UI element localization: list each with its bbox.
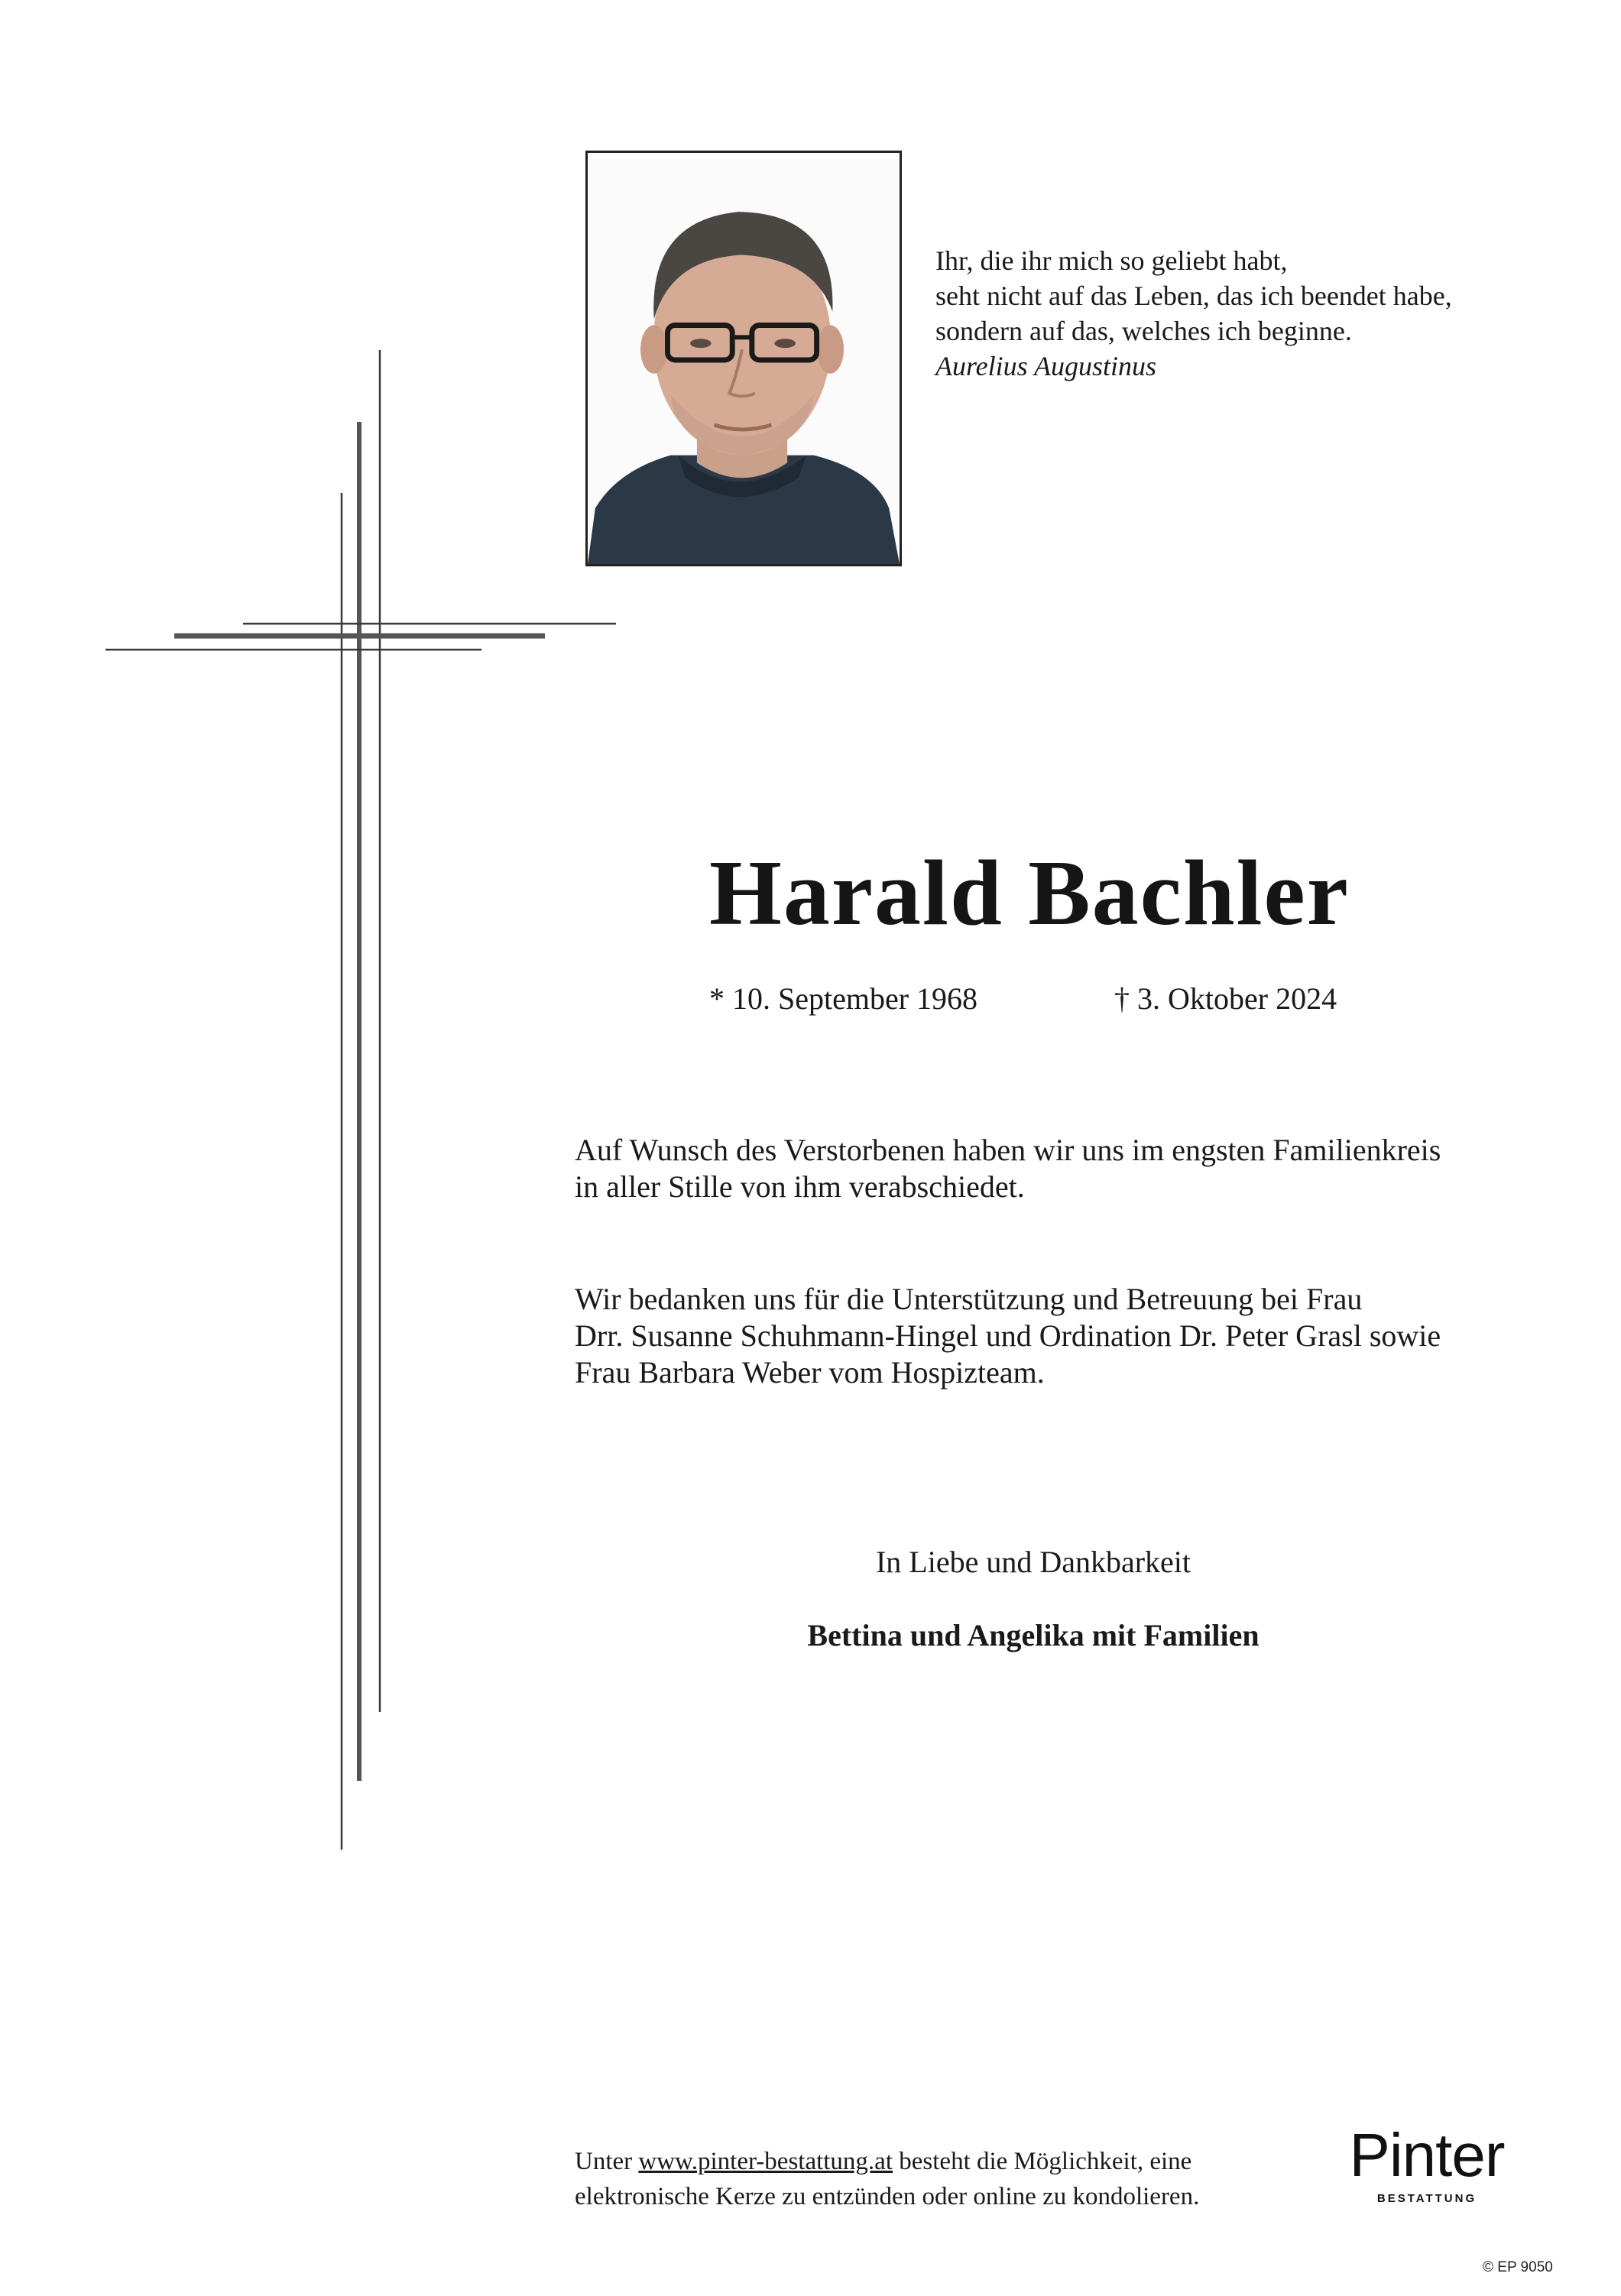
- paragraph-line: in aller Stille von ihm verabschiedet.: [575, 1169, 1025, 1204]
- pinter-logo: [1339, 2121, 1515, 2205]
- farewell-paragraph: [575, 1132, 1515, 1205]
- logo-subtitle: BESTATTUNG: [1376, 2192, 1477, 2205]
- thanks-paragraph: [575, 1281, 1515, 1391]
- closing-phrase: In Liebe und Dankbarkeit: [875, 1545, 1191, 1579]
- website-link[interactable]: www.pinter-bestattung.at: [638, 2148, 893, 2175]
- quote-line: sondern auf das, welches ich beginne.: [935, 316, 1352, 346]
- paragraph-line: Frau Barbara Weber vom Hospizteam.: [575, 1355, 1045, 1390]
- memorial-quote: [935, 243, 1562, 384]
- footer-line-2: elektronische Kerze zu entzünden oder online zu kondolieren.: [575, 2183, 1200, 2210]
- quote-author: Aurelius Augustinus: [935, 351, 1157, 381]
- death-date: † 3. Oktober 2024: [1114, 981, 1337, 1016]
- quote-line: seht nicht auf das Leben, das ich beendet habe,: [935, 281, 1452, 311]
- footer-suffix: besteht die Möglichkeit, eine: [893, 2148, 1192, 2175]
- paragraph-line: Drr. Susanne Schuhmann-Hingel und Ordination Dr. Peter Grasl sowie: [575, 1318, 1441, 1353]
- paragraph-line: Auf Wunsch des Verstorbenen haben wir uns im engsten Familienkreis: [575, 1133, 1441, 1167]
- footer-note: [575, 2144, 1199, 2214]
- birth-date: * 10. September 1968: [709, 981, 978, 1016]
- deceased-name: Harald Bachler: [709, 842, 1350, 945]
- portrait-photo: [585, 151, 902, 566]
- paragraph-line: Wir bedanken uns für die Unterstützung und Betreuung bei Frau: [575, 1282, 1363, 1316]
- footer-prefix: Unter: [575, 2148, 639, 2175]
- signers: Bettina und Angelika mit Familien: [807, 1618, 1260, 1652]
- quote-line: Ihr, die ihr mich so geliebt habt,: [935, 245, 1288, 276]
- document-code: © EP 9050: [1483, 2259, 1553, 2275]
- logo-name: Pinter: [1349, 2121, 1505, 2189]
- footer-line-1: [575, 2144, 1199, 2179]
